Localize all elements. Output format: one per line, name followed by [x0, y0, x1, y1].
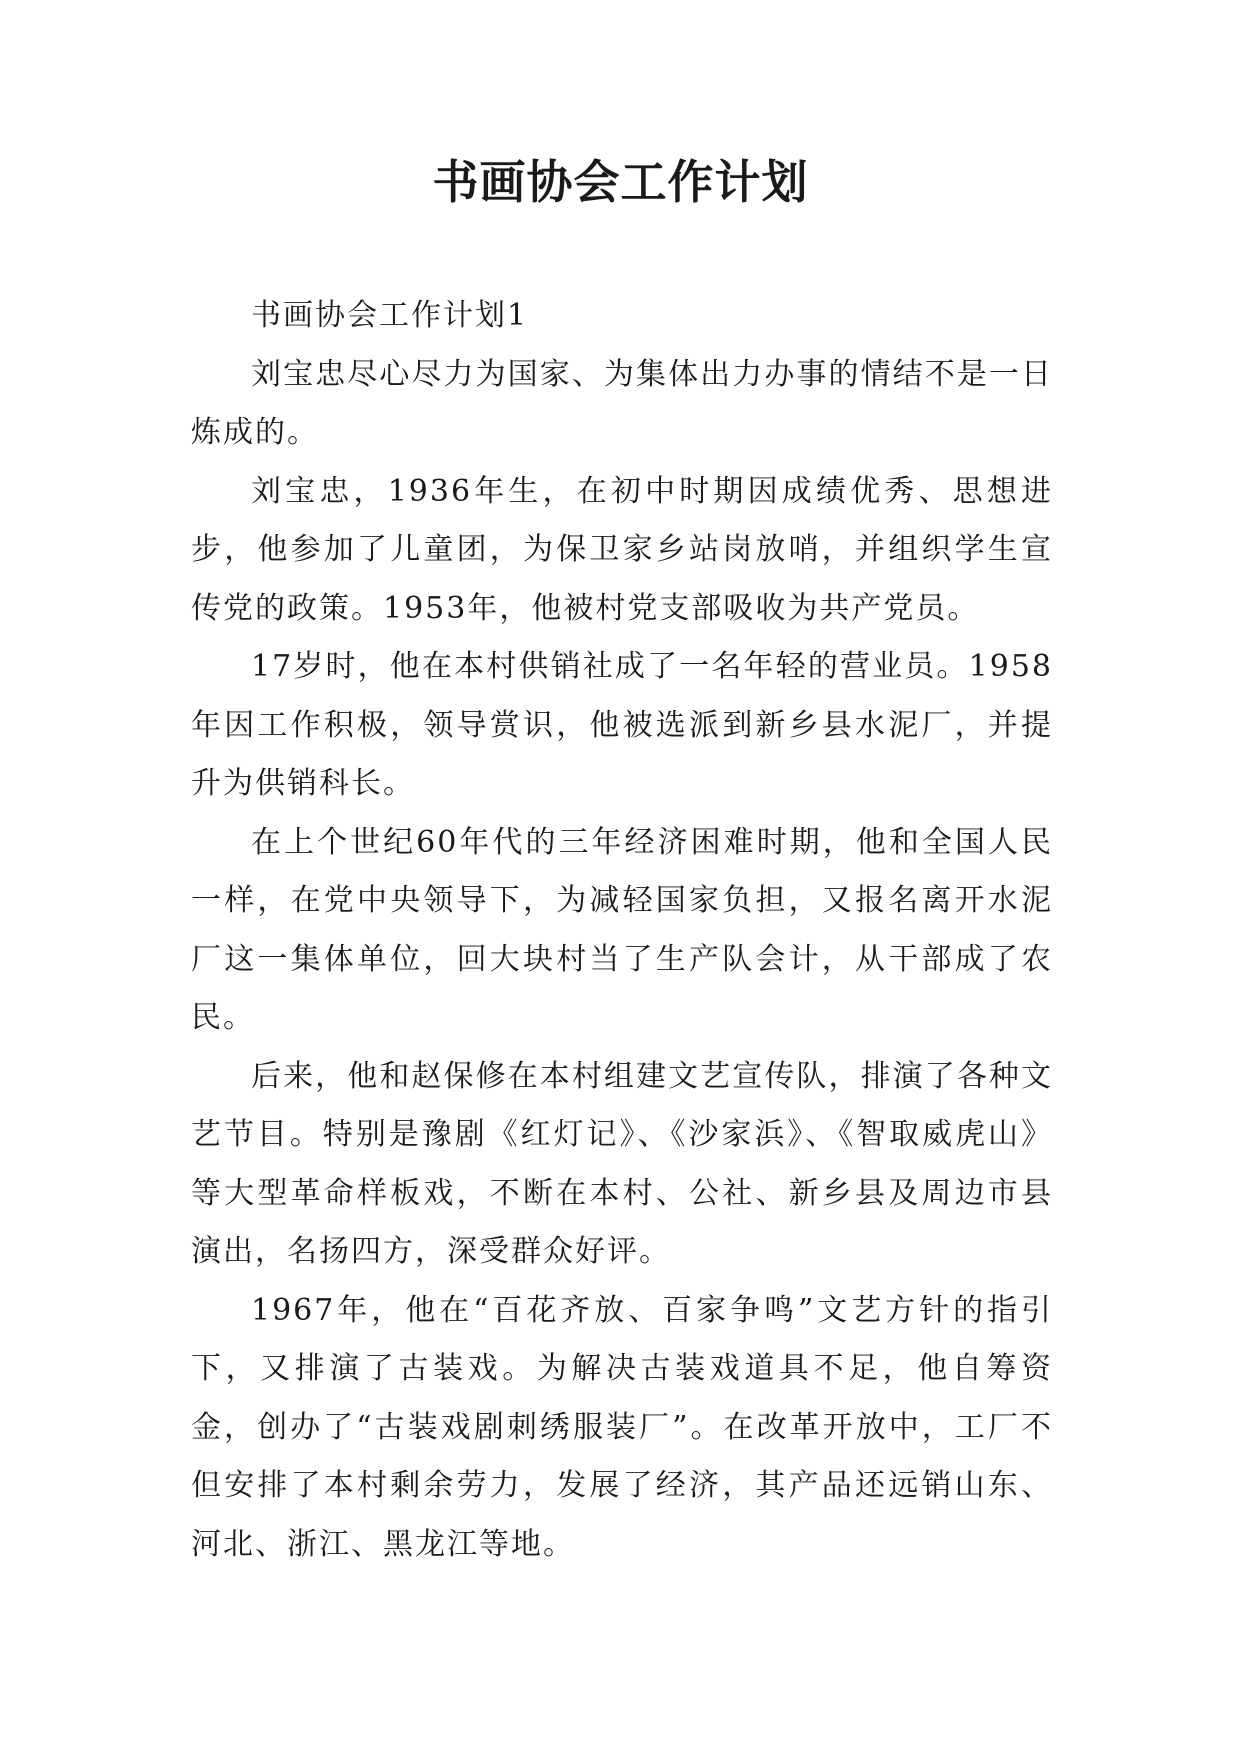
document-body — [191, 287, 1053, 1574]
paragraph: 17岁时，他在本村供销社成了一名年轻的营业员。1958年因工作积极，领导赏识，他被选派到新乡县水泥厂，并提升为供销科长。 — [191, 649, 1053, 801]
paragraph: 1967年，他在“百花齐放、百家争鸣”文艺方针的指引下，又排演了古装戏。为解决古装戏道具不足，他自筹资金，创办了“古装戏剧刺绣服装厂”。在改革开放中，工厂不但安排了本村剩余劳力，发展了经济，其产品还远销山东、河北、浙江、黑龙江等地。 — [191, 1292, 1053, 1562]
document-title: 书画协会工作计划 — [432, 155, 809, 209]
paragraph: 刘宝忠尽心尽力为国家、为集体出力办事的情结不是一日炼成的。 — [191, 356, 1053, 450]
paragraph: 后来，他和赵保修在本村组建文艺宣传队，排演了各种文艺节目。特别是豫剧《红灯记》、《沙家浜》、《智取威虎山》等大型革命样板戏，不断在本村、公社、新乡县及周边市县演出，名扬四方，深受群众好评。 — [191, 1058, 1053, 1269]
paragraph: 在上个世纪60年代的三年经济困难时期，他和全国人民一样，在党中央领导下，为减轻国家负担，又报名离开水泥厂这一集体单位，回大块村当了生产队会计，从干部成了农民。 — [191, 824, 1053, 1035]
paragraph: 刘宝忠，1936年生，在初中时期因成绩优秀、思想进步，他参加了儿童团，为保卫家乡站岗放哨，并组织学生宣传党的政策。1953年，他被村党支部吸收为共产党员。 — [191, 473, 1053, 626]
section-heading: 书画协会工作计划1 — [251, 298, 529, 333]
